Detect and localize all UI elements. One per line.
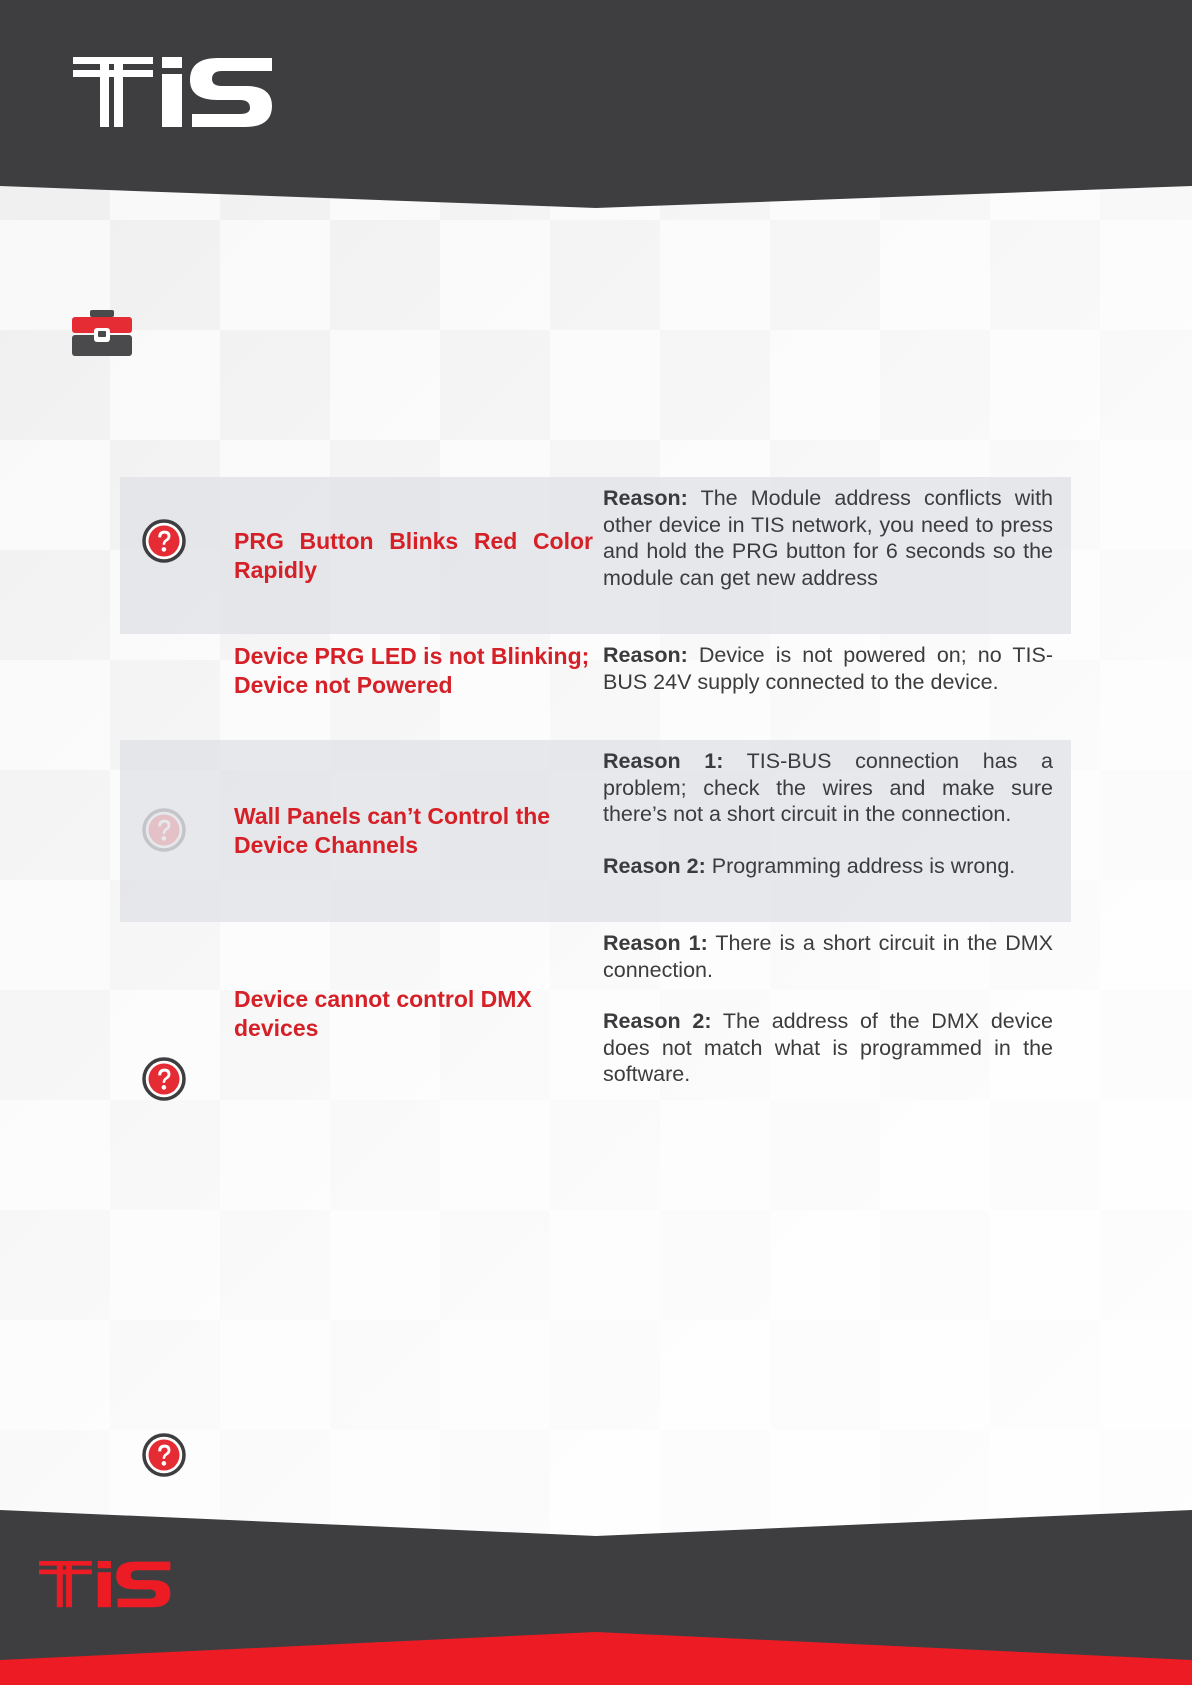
reason-label: Reason 1: [603,931,708,955]
issue-description [603,477,1071,634]
tis-logo-footer [39,1561,170,1607]
issue-title: Wall Panels can’t Control the Device Channels [234,803,551,858]
issue-description [603,740,1071,922]
reason-text: The address of the DMX device does not match what is programmed in the software. [603,1009,1053,1086]
reason-text: Programming address is wrong. [711,853,1016,878]
issue-title: PRG Button Blinks Red Color Rapidly [234,527,593,583]
troubleshooting-table [120,477,1071,1098]
table-row [120,634,1071,740]
issue-title: Device cannot control DMX devices [234,986,532,1041]
issue-title: Device PRG LED is not Blinking; Device not Powered [234,643,590,698]
reason-text: TIS-BUS connection has a problem; check the wires and make sure there’s not a short circuit in the connection. [603,749,1053,826]
table-row [120,922,1071,1098]
footer-band [0,1510,1192,1685]
issue-description [603,634,1071,740]
reason-label: Reason 1: [603,749,724,773]
toolbox-icon [72,310,132,356]
tis-logo [73,57,272,127]
table-row [120,477,1071,634]
issue-description [603,922,1071,1098]
question-circle-icon [142,519,186,563]
reason-text: The Module address conflicts with other device in TIS network, you need to press and hold the PRG button for 6 seconds so the module can get new address [603,486,1053,590]
reason-text: Device is not powered on; no TIS-BUS 24V supply connected to the device. [603,643,1053,694]
header-band [0,0,1192,210]
reason-label: Reason 2: [603,853,706,878]
reason-label: Reason: [603,486,688,510]
reason-text: There is a short circuit in the DMX connection. [603,931,1053,982]
table-row [120,740,1071,922]
reason-label: Reason 2: [603,1009,712,1033]
question-circle-icon [142,1433,186,1477]
reason-label: Reason: [603,643,688,667]
